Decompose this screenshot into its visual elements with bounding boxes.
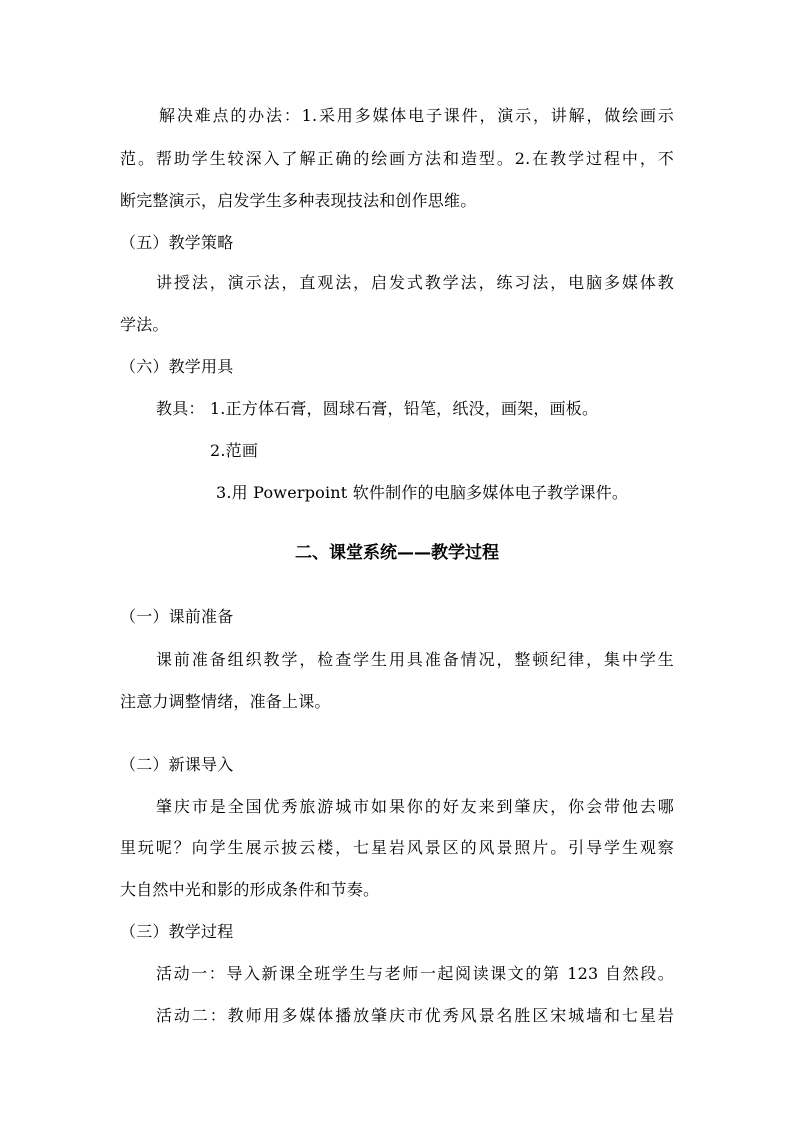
intro-line-2: 里玩呢？向学生展示披云楼，七星岩风景区的风景照片。引导学生观察: [120, 838, 674, 857]
intro-line-3: 大自然中光和影的形成条件和节奏。: [120, 880, 380, 899]
tools-item-1: 教具： 1.正方体石膏，圆球石膏，铅笔，纸没，画架，画板。: [156, 399, 599, 418]
tools-item-2: 2.范画: [210, 441, 259, 460]
strategy-line-2: 学法。: [120, 315, 169, 334]
section-title: 二、课堂系统——教学过程: [295, 543, 499, 563]
intro-line-1: 肇庆市是全国优秀旅游城市如果你的好友来到肇庆，你会带他去哪: [156, 797, 674, 816]
difficulty-line-1: 解决难点的办法：1.采用多媒体电子课件，演示，讲解，做绘画示: [159, 106, 674, 125]
process-heading: （三）教学过程: [120, 922, 234, 941]
prep-line-1: 课前准备组织教学，检查学生用具准备情况，整顿纪律，集中学生: [156, 650, 674, 669]
strategy-line-1: 讲授法，演示法，直观法，启发式教学法，练习法，电脑多媒体教: [156, 273, 674, 292]
intro-heading: （二）新课导入: [120, 755, 234, 774]
process-line-2: 活动二：教师用多媒体播放肇庆市优秀风景名胜区宋城墙和七星岩: [156, 1006, 674, 1025]
process-line-1: 活动一：导入新课全班学生与老师一起阅读课文的第 123 自然段。: [156, 964, 674, 983]
tools-item-3: 3.用 Powerpoint 软件制作的电脑多媒体电子教学课件。: [216, 483, 629, 502]
prep-line-2: 注意力调整情绪，准备上课。: [120, 692, 331, 711]
prep-heading: （一）课前准备: [120, 607, 234, 626]
strategy-heading: （五）教学策略: [120, 233, 234, 252]
difficulty-line-3: 断完整演示，启发学生多种表现技法和创作思维。: [120, 191, 477, 210]
tools-heading: （六）教学用具: [120, 357, 234, 376]
difficulty-line-2: 范。帮助学生较深入了解正确的绘画方法和造型。2.在教学过程中，不: [120, 149, 674, 168]
